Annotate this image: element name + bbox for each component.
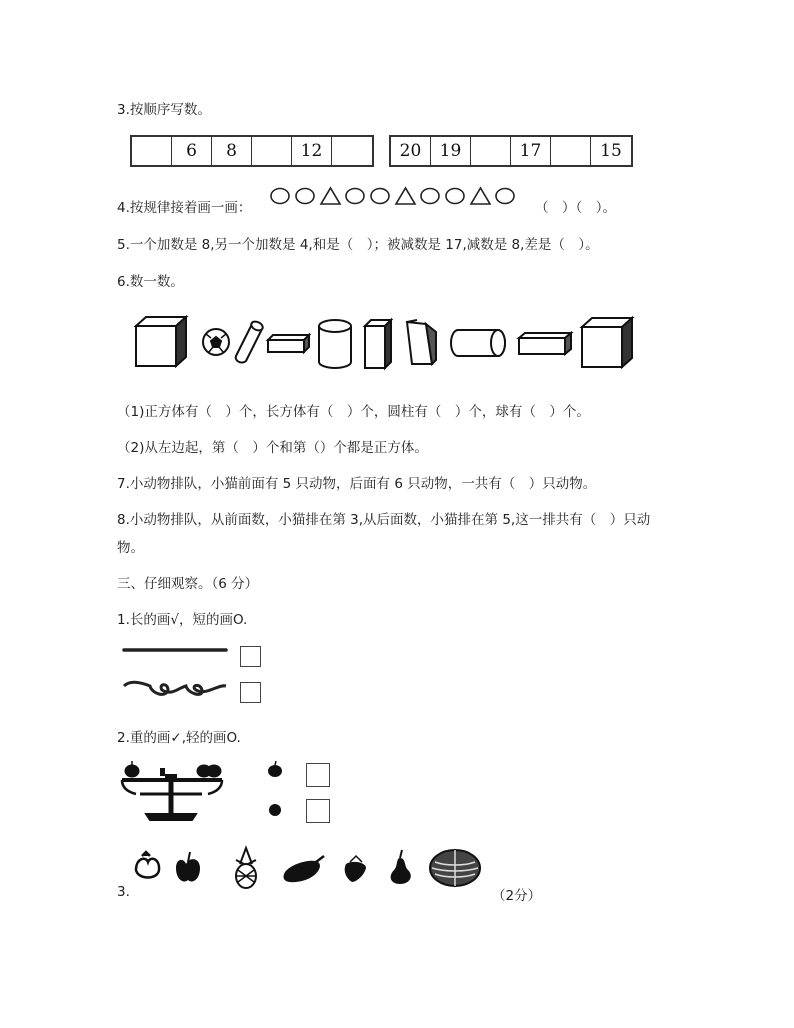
apple-icon (268, 761, 282, 777)
strawberry-icon (345, 856, 366, 882)
pear-icon (391, 850, 411, 884)
cube-icon (582, 318, 632, 367)
cuboid-icon (519, 333, 571, 354)
balance-scale-icon (118, 758, 228, 828)
triangle-shape (396, 188, 415, 204)
circle-shape (371, 189, 389, 204)
sequence-cell: 15 (600, 141, 622, 161)
cube-icon (136, 317, 186, 366)
looped-rope-icon (124, 682, 226, 694)
sequence-cell: 12 (292, 137, 332, 165)
apple-icon (269, 804, 281, 816)
triangle-shape (321, 188, 340, 204)
q7-text: 7.小动物排队，小猫前面有 5 只动物，后面有 6 只动物，一共有（ ）只动物。 (117, 476, 597, 492)
q3-title: 3.按顺序写数。 (117, 102, 211, 118)
long-rope-answer-box[interactable] (240, 646, 261, 667)
rope-comparison (122, 642, 232, 702)
circle-shape (271, 189, 289, 204)
sequence-row-2 (389, 135, 633, 167)
q8-line2: 物。 (117, 540, 144, 556)
sequence-cell: 17 (511, 137, 551, 165)
cuboid-icon (365, 320, 391, 368)
triangle-shape (471, 188, 490, 204)
peach-icon (136, 852, 159, 878)
circle-shape (346, 189, 364, 204)
pineapple-icon (236, 848, 256, 888)
section3-title: 三、仔细观察。（6 分） (117, 576, 259, 592)
q4-text: 4.按规律接着画一画： (117, 200, 252, 216)
solid-shapes-row (120, 312, 650, 376)
apple-icon (176, 852, 200, 882)
sequence-cell: 19 (431, 137, 471, 165)
ball-icon (203, 329, 229, 355)
section3-q3-number: 3. (117, 884, 130, 900)
sequence-cell[interactable] (132, 137, 172, 165)
sequence-cell: 20 (391, 137, 431, 165)
watermelon-icon (430, 850, 480, 886)
short-rope-answer-box[interactable] (240, 682, 261, 703)
cylinder-icon (319, 320, 351, 368)
cylinder-icon (236, 320, 264, 363)
circle-shape (496, 189, 514, 204)
sequence-cell[interactable] (252, 137, 292, 165)
apple-pair (266, 759, 286, 819)
circle-shape (421, 189, 439, 204)
cuboid-icon (407, 320, 436, 364)
section3-q3-score: （2分） (492, 888, 542, 904)
shape-pattern (270, 186, 525, 208)
fruit-row (130, 846, 486, 890)
q6-sub2: （2)从左边起，第（ ）个和第（）个都是正方体。 (117, 440, 428, 456)
sequence-cell: 6 (172, 137, 212, 165)
sequence-cell[interactable] (551, 137, 591, 165)
sequence-cell[interactable] (332, 137, 372, 165)
circle-shape (446, 189, 464, 204)
q4-answer[interactable]: （ ）（ ）。 (535, 200, 616, 216)
q5-text: 5.一个加数是 8,另一个加数是 4,和是（ ）；被减数是 17,减数是 8,差是（ ）。 (117, 237, 599, 253)
eggplant-icon (284, 856, 325, 882)
sequence-row-1 (130, 135, 374, 167)
cylinder-icon (451, 330, 505, 356)
q6-sub1: （1)正方体有（ ）个，长方体有（ ）个，圆柱有（ ）个，球有（ ）个。 (117, 404, 590, 420)
q8-line1: 8.小动物排队，从前面数，小猫排在第 3,从后面数，小猫排在第 5,这一排共有（ ）只动 (117, 512, 651, 528)
section3-q1: 1.长的画√，短的画O. (117, 612, 248, 628)
sequence-cell[interactable] (471, 137, 511, 165)
q6-title: 6.数一数。 (117, 274, 184, 290)
section3-q2: 2.重的画✓,轻的画O. (117, 730, 241, 746)
sequence-cell: 8 (212, 137, 252, 165)
heavy-answer-box[interactable] (306, 763, 330, 787)
cuboid-icon (268, 335, 309, 352)
light-answer-box[interactable] (306, 799, 330, 823)
circle-shape (296, 189, 314, 204)
